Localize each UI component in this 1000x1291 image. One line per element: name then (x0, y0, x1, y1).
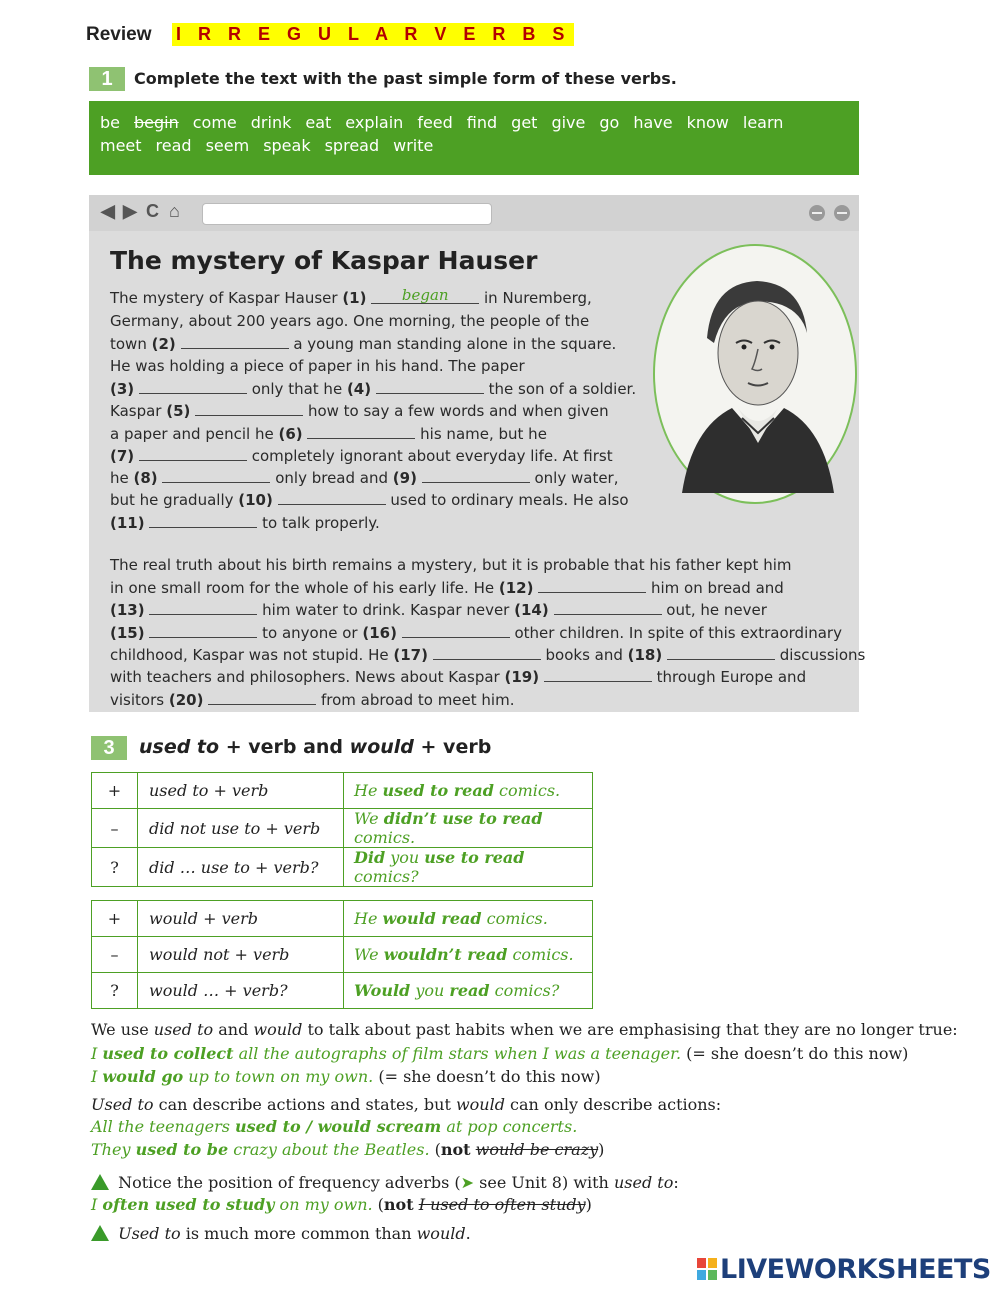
article-line: (13) him water to drink. Kaspar never (14) out, he never (110, 601, 767, 619)
exercise3-title: used to + verb and would + verb (139, 736, 492, 758)
table-row: – did not use to + verb We didn’t use to read comics. (92, 809, 593, 848)
liveworksheets-logo: LIVEWORKSHEETS (697, 1254, 991, 1285)
exercise1-number: 1 (89, 67, 125, 91)
verb-learn: learn (742, 113, 784, 132)
verb-go: go (599, 113, 620, 132)
answer-blank-(11)[interactable] (149, 513, 257, 528)
address-bar (202, 203, 492, 225)
review-label: Review (86, 24, 152, 45)
table-row: + used to + verb He used to read comics. (92, 773, 593, 809)
article-line: He was holding a piece of paper in his hand. The paper (110, 357, 525, 375)
verb-give: give (551, 113, 586, 132)
answer-blank-(7)[interactable] (139, 446, 247, 461)
verb-have: have (633, 113, 673, 132)
used-to-table (91, 772, 593, 887)
would-table (91, 900, 593, 1009)
note-1: We use used to and would to talk about past habits when we are emphasising that they are no longer true: (91, 1020, 958, 1039)
verb-explain: explain (345, 113, 404, 132)
minimize-icon (809, 205, 825, 221)
verb-row-2 (100, 134, 848, 157)
verb-get: get (511, 113, 538, 132)
answer-blank-(17)[interactable] (433, 645, 541, 660)
table-row: – would not + verb We wouldn’t read comics. (92, 937, 593, 973)
article-line: Kaspar (5) how to say a few words and when given (110, 402, 609, 420)
back-icon: ◀ (101, 201, 115, 221)
article-line: with teachers and philosophers. News about Kaspar (19) through Europe and (110, 668, 807, 686)
verb-box (89, 101, 859, 175)
exercise1-instruction: Complete the text with the past simple form of these verbs. (134, 69, 677, 88)
verb-come: come (192, 113, 237, 132)
verb-eat: eat (305, 113, 332, 132)
verb-spread: spread (324, 136, 380, 155)
forward-icon: ▶ (123, 201, 137, 221)
answer-blank-(13)[interactable] (149, 600, 257, 615)
example-3: All the teenagers used to / would scream at pop concerts. (91, 1117, 578, 1136)
verb-find: find (466, 113, 498, 132)
verb-know: know (686, 113, 729, 132)
example-5: I often used to study on my own. (not I used to often study) (91, 1195, 592, 1214)
example-4: They used to be crazy about the Beatles. (not would be crazy) (91, 1140, 605, 1159)
warning-icon (91, 1174, 109, 1190)
exercise3-number: 3 (91, 736, 127, 760)
article-line: childhood, Kaspar was not stupid. He (17) books and (18) discussions (110, 646, 866, 664)
article-line: he (8) only bread and (9) only water, (110, 469, 619, 487)
answer-blank-(1)[interactable]: began (371, 289, 479, 304)
article-line: a paper and pencil he (6) his name, but he (110, 425, 547, 443)
article-line: but he gradually (10) used to ordinary meals. He also (110, 491, 629, 509)
verb-meet: meet (100, 136, 142, 155)
article-title: The mystery of Kaspar Hauser (110, 246, 538, 275)
article-line: town (2) a young man standing alone in the square. (110, 335, 617, 353)
article-frame (89, 195, 866, 712)
answer-blank-(16)[interactable] (402, 623, 510, 638)
answer-blank-(3)[interactable] (139, 379, 247, 394)
article-line: in one small room for the whole of his early life. He (12) him on bread and (110, 579, 784, 597)
answer-blank-(12)[interactable] (538, 578, 646, 593)
verb-be: be (100, 113, 120, 132)
browser-toolbar (89, 195, 859, 231)
kaspar-hauser-portrait (652, 243, 859, 505)
answer-blank-(15)[interactable] (149, 623, 257, 638)
table-row: + would + verb He would read comics. (92, 901, 593, 937)
table-row: ? would … + verb? Would you read comics? (92, 973, 593, 1009)
verb-speak: speak (263, 136, 311, 155)
liveworksheets-icon (697, 1258, 717, 1280)
answer-blank-(18)[interactable] (667, 645, 775, 660)
verb-row-1 (100, 111, 848, 134)
verb-drink: drink (250, 113, 292, 132)
answer-blank-(4)[interactable] (376, 379, 484, 394)
answer-blank-(6)[interactable] (307, 424, 415, 439)
verb-write: write (393, 136, 434, 155)
article-line: (15) to anyone or (16) other children. In spite of this extraordinary (110, 624, 842, 642)
answer-blank-(9)[interactable] (422, 468, 530, 483)
answer-blank-(2)[interactable] (181, 334, 289, 349)
home-icon: ⌂ (169, 201, 180, 221)
minimize-icon-2 (834, 205, 850, 221)
article-line: The mystery of Kaspar Hauser (1) began in Nuremberg, (110, 286, 592, 307)
article-line: (11) to talk properly. (110, 514, 380, 532)
warning-icon (91, 1225, 109, 1241)
reload-icon: C (146, 201, 159, 221)
table-row: ? did … use to + verb? Did you use to read comics? (92, 848, 593, 887)
answer-blank-(8)[interactable] (162, 468, 270, 483)
example-2: I would go up to town on my own. (= she doesn’t do this now) (91, 1067, 601, 1086)
answer-blank-(5)[interactable] (195, 401, 303, 416)
topic-title: I R R E G U L A R V E R B S (172, 23, 574, 46)
example-1: I used to collect all the autographs of film stars when I was a teenager. (= she doesn’t do this now) (91, 1044, 909, 1063)
article-line: Germany, about 200 years ago. One morning, the people of the (110, 312, 590, 330)
article-line: visitors (20) from abroad to meet him. (110, 691, 515, 709)
note-4: Used to is much more common than would. (91, 1223, 471, 1243)
verb-read: read (155, 136, 192, 155)
answer-blank-(14)[interactable] (554, 600, 662, 615)
note-2: Used to can describe actions and states, but would can only describe actions: (91, 1095, 722, 1114)
answer-blank-(19)[interactable] (544, 667, 652, 682)
verb-begin: begin (134, 113, 179, 132)
article-line: The real truth about his birth remains a mystery, but it is probable that his father kept him (110, 556, 792, 574)
verb-feed: feed (417, 113, 453, 132)
answer-blank-(10)[interactable] (278, 490, 386, 505)
article-line: (3) only that he (4) the son of a soldier. (110, 380, 637, 398)
answer-blank-(20)[interactable] (208, 690, 316, 705)
verb-seem: seem (205, 136, 250, 155)
note-3: Notice the position of frequency adverbs (➤ see Unit 8) with used to: (91, 1172, 679, 1192)
article-line: (7) completely ignorant about everyday life. At first (110, 447, 613, 465)
